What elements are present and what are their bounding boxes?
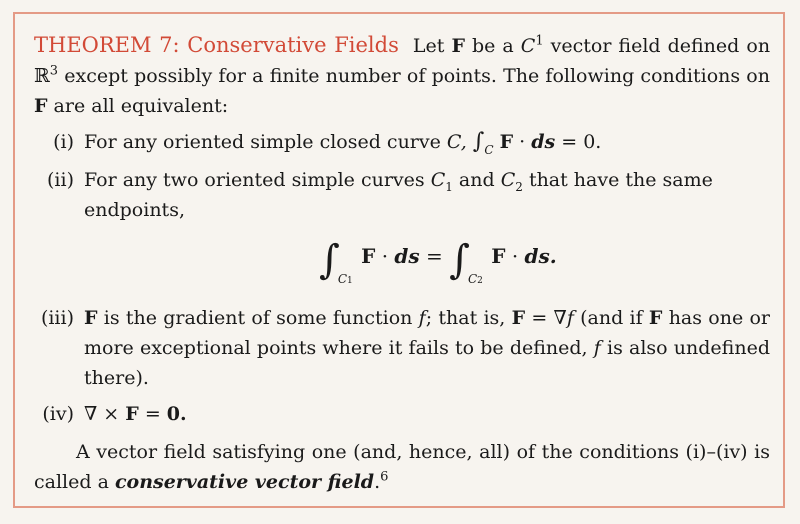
function-f: f: [566, 307, 574, 329]
closing-period: .: [374, 471, 381, 493]
vector-F: F: [125, 403, 139, 425]
gradient-eq: = ∇: [531, 307, 567, 329]
function-f: f: [418, 307, 426, 329]
dot-op: ·: [511, 244, 519, 268]
function-f: f: [593, 337, 601, 359]
condition-text: is the gradient of some function: [103, 307, 413, 329]
condition-iii: [34, 303, 770, 393]
condition-ii: [34, 165, 770, 225]
vector-F: F: [648, 307, 663, 329]
class-C-sup: 1: [535, 33, 544, 49]
intro-text-3: are all equivalent:: [53, 95, 229, 117]
condition-text: For any oriented simple closed curve: [84, 131, 441, 153]
condition-label: (iii): [40, 307, 74, 329]
ds: ds.: [524, 244, 557, 268]
and-word: and: [458, 169, 495, 191]
integral-symbol: ∫: [449, 237, 470, 283]
curve-C1: C: [430, 169, 446, 191]
real-space-sup: 3: [49, 63, 59, 79]
condition-i: [34, 127, 770, 159]
intro-be: be a: [471, 35, 514, 57]
intro-text-2: except possibly for a finite number of points. The following conditions on: [64, 65, 770, 87]
curve-C: C,: [446, 131, 467, 153]
class-C: C: [520, 35, 536, 57]
curve-C2-sub: 2: [515, 179, 523, 194]
condition-label: (i): [53, 131, 74, 153]
ds: ds: [531, 131, 556, 153]
integral-sub-C1: C1: [337, 272, 353, 286]
zero-vector: 0.: [166, 403, 187, 425]
real-space: ℝ: [34, 65, 50, 87]
equals-zero: = 0.: [561, 131, 602, 153]
intro-on: on: [746, 35, 771, 57]
vector-F: F: [84, 307, 98, 329]
vector-F-2: F: [34, 95, 48, 117]
curve-C2: C: [500, 169, 516, 191]
theorem-intro: [34, 30, 770, 121]
vector-F: F: [511, 307, 526, 329]
dot-op: ·: [519, 131, 526, 153]
condition-text-2: that have the same endpoints,: [84, 169, 713, 221]
vector-F: F: [499, 131, 514, 153]
term-conservative-field: conservative vector field: [114, 471, 375, 493]
curl-op: ∇ ×: [84, 403, 120, 425]
condition-text-d: has one or more exceptional points where it fails to be defined,: [84, 307, 770, 359]
integral-sub-C2: C2: [467, 272, 483, 286]
integral-symbol: ∫: [319, 237, 340, 283]
curve-C1-sub: 1: [445, 179, 453, 194]
equals: =: [144, 403, 161, 425]
closing-text: A vector field satisfying one (and, hence, all) of the conditions (i)–(iv) is called a: [34, 441, 770, 493]
dot-op: ·: [381, 244, 389, 268]
vector-F: F: [451, 35, 465, 57]
condition-text-b: ; that is,: [425, 307, 506, 329]
condition-label: (iv): [42, 403, 74, 425]
footnote-marker: 6: [380, 469, 389, 485]
display-equation: [34, 235, 770, 293]
intro-text-1: vector field defined: [550, 35, 740, 57]
theorem-content: [34, 30, 770, 497]
integral-sub: C: [484, 143, 494, 157]
condition-text: For any two oriented simple curves: [84, 169, 425, 191]
condition-text-c: (and if: [580, 307, 643, 329]
integral-symbol: ∫: [472, 129, 485, 154]
condition-label: (ii): [47, 169, 74, 191]
vector-F: F: [491, 244, 506, 268]
equals: =: [426, 244, 443, 268]
condition-text-e: is also undefined there).: [84, 337, 770, 389]
closing-paragraph: [34, 437, 770, 497]
ds: ds: [394, 244, 420, 268]
intro-let: Let: [412, 35, 445, 57]
condition-iv: [34, 399, 770, 429]
vector-F: F: [361, 244, 376, 268]
theorem-title: THEOREM 7: Conservative Fields: [34, 33, 399, 57]
